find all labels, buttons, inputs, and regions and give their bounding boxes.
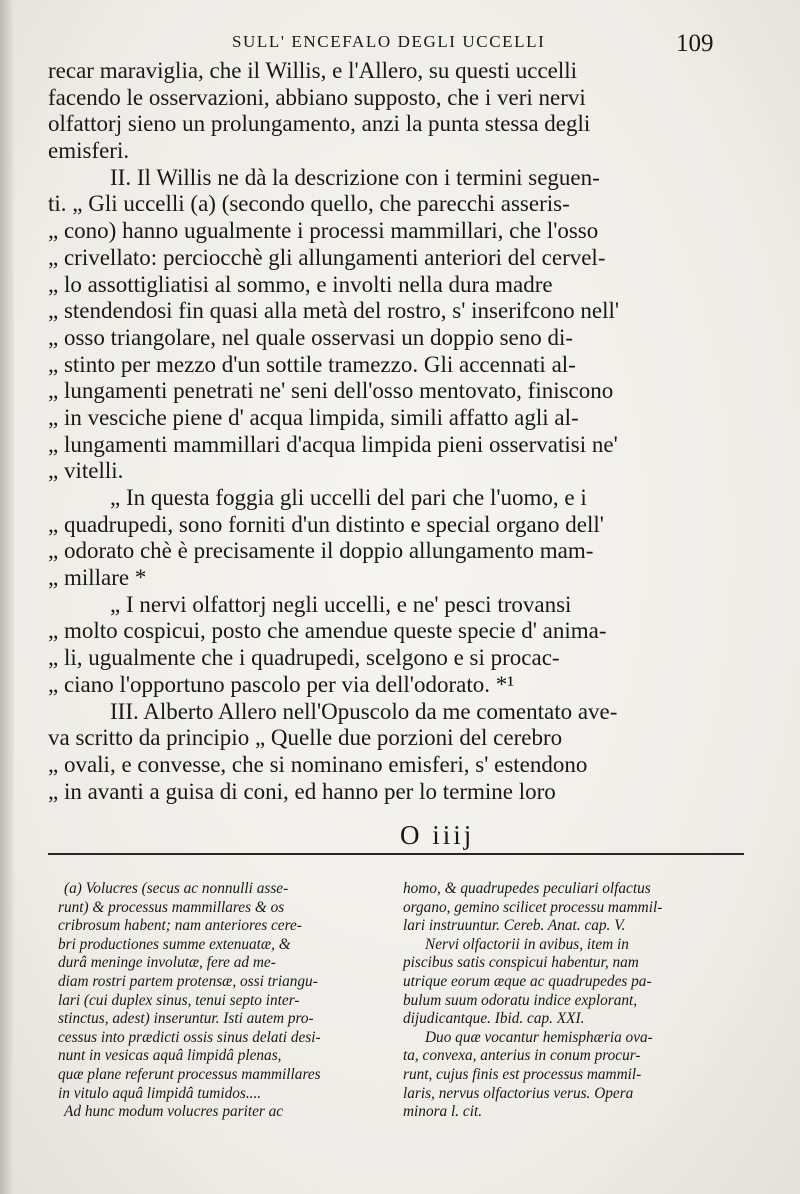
footnote-line: laris, nervus olfactorius verus. Opera [403, 1084, 634, 1102]
text-line: olfattorj sieno un prolungamento, anzi la punta stessa degli [48, 111, 591, 137]
text-line: „ odorato chè è precisamente il doppio allungamento mam- [48, 538, 594, 564]
text-line: recar maraviglia, che il Willis, e l'Allero, su questi uccelli [48, 58, 578, 83]
footnote-line: runt) & processus mammillares & os [58, 898, 285, 916]
text-line: „ in vesciche piene d' acqua limpida, simili affatto agli al- [48, 404, 579, 430]
text-line: „ I nervi olfattorj negli uccelli, e ne' pesci trovansi [110, 591, 572, 617]
footnote-line: bri productiones summe extenuatæ, & [58, 935, 291, 953]
footnote-line: durâ meninge involutæ, fere ad me- [58, 954, 276, 972]
text-line: „ cono) hanno ugualmente i processi mammillari, che l'osso [48, 218, 599, 244]
footnote-column-left [58, 880, 388, 1122]
footnote-line: organo, gemino scilicet processu mammil- [403, 898, 663, 916]
footnote-line: ta, convexa, anterius in conum procur- [403, 1047, 641, 1065]
text-line: „ crivellato: perciocchè gli allungamenti anteriori del cervel- [48, 244, 606, 270]
text-line: „ stinto per mezzo d'un sottile tramezzo. Gli accennati al- [48, 351, 576, 377]
text-line: „ In questa foggia gli uccelli del pari che l'uomo, e i [110, 485, 587, 510]
footnote-line: stinctus, adest) inseruntur. Isti autem pro- [58, 1010, 314, 1028]
text-line: „ molto cospicui, posto che amendue queste specie d' anima- [48, 618, 607, 644]
footnote-line: minora l. cit. [403, 1103, 483, 1121]
text-line: „ lungamenti penetrati ne' seni dell'osso mentovato, finiscono [48, 378, 614, 404]
text-line: „ osso triangolare, nel quale osservasi un doppio seno di- [48, 324, 574, 350]
text-line: „ ciano l'opportuno pascolo per via dell'odorato. *¹ [48, 671, 515, 697]
footnote-line: in vitulo aquâ limpidâ tumidos.... [58, 1084, 262, 1102]
footnote-line: dijudicantque. Ibid. cap. XXI. [403, 1010, 585, 1028]
footnote-line: Duo quæ vocantur hemisphæria ova- [425, 1028, 653, 1046]
text-line: „ quadrupedi, sono forniti d'un distinto e special organo dell' [48, 511, 604, 537]
text-line: va scritto da principio „ Quelle due porzioni del cerebro [48, 725, 563, 751]
footnote-line: piscibus satis conspicui habentur, nam [403, 954, 639, 972]
footnote-line: Nervi olfactorii in avibus, item in [425, 935, 629, 953]
text-line: „ ovali, e convesse, che si nominano emisferi, s' estendono [48, 751, 588, 777]
text-line: „ li, ugualmente che i quadrupedi, scelgono e si procac- [48, 645, 560, 671]
footnote-line: nunt in vesicas aquâ limpidâ plenas, [58, 1047, 282, 1065]
text-line: „ lungamenti mammillari d'acqua limpida pieni osservatisi ne' [48, 431, 618, 457]
text-line: „ millare * [48, 565, 147, 591]
footnotes [58, 880, 748, 1130]
section-heading-line: III. Alberto Allero nell'Opuscolo da me comentato ave- [110, 698, 618, 724]
text-line: „ vitelli. [48, 458, 124, 484]
text-line: ti. „ Gli uccelli (a) (secondo quello, che parecchi asseris- [48, 191, 570, 217]
footnote-line: lari instruuntur. Cereb. Anat. cap. V. [403, 917, 626, 935]
page-number: 109 [676, 30, 714, 57]
text-line: facendo le osservazioni, abbiano supposto, che i veri nervi [48, 84, 586, 110]
footnote-line: homo, & quadrupedes peculiari olfactus [403, 880, 651, 897]
text-line: „ lo assottigliatisi al sommo, e involti nella dura madre [48, 271, 553, 297]
footnote-line: quæ plane referunt processus mammillares [58, 1065, 321, 1083]
footnote-line: cessus into prædicti ossis sinus delati desi- [58, 1028, 321, 1046]
running-head: SULL' ENCEFALO DEGLI UCCELLI [232, 32, 546, 51]
footnote-line: runt, cujus finis est processus mammil- [403, 1065, 642, 1083]
page-header [0, 30, 800, 60]
footnote-line: utrique eorum æque ac quadrupedes pa- [403, 972, 652, 990]
text-line: „ in avanti a guisa di coni, ed hanno per lo termine loro [48, 778, 556, 804]
footnote-line: Ad hunc modum volucres pariter ac [64, 1103, 284, 1121]
text-line: emisferi. [48, 138, 130, 164]
main-text [48, 58, 744, 805]
footnote-line: (a) Volucres (secus ac nonnulli asse- [64, 880, 289, 897]
footnote-line: bulum suum odoratu indice explorant, [403, 991, 638, 1009]
footnote-column-right [403, 880, 748, 1122]
footnote-line: cribrosum habent; nam anteriores cere- [58, 917, 302, 935]
page-gutter-shadow [0, 0, 14, 1194]
section-heading-line: II. Il Willis ne dà la descrizione con i termini seguen- [110, 164, 600, 190]
text-line: „ stendendosi fin quasi alla metà del rostro, s' inserifcono nell' [48, 298, 620, 324]
signature-mark: O iiij [400, 820, 475, 850]
footnote-line: lari (cui duplex sinus, tenui septo inter- [58, 991, 300, 1009]
footnote-rule [48, 853, 744, 855]
footnote-line: diam rostri partem protensæ, ossi triangu- [58, 972, 318, 990]
